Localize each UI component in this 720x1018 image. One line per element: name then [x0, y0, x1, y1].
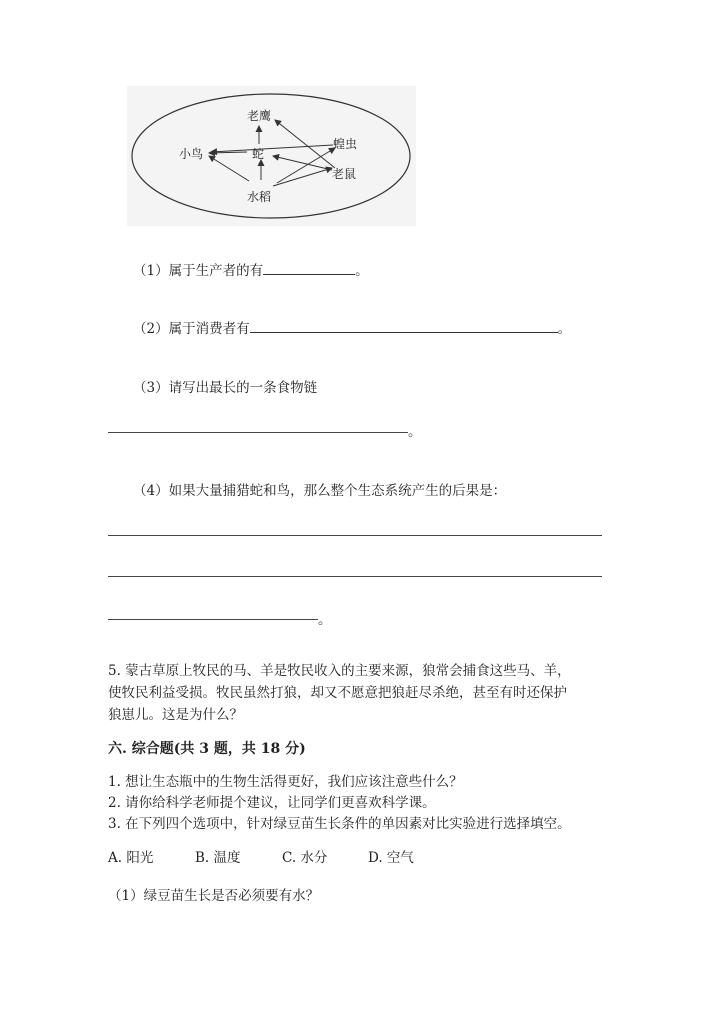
option-b: B. 温度 — [195, 850, 241, 866]
question-3-end: 。 — [408, 424, 422, 440]
question-1-blank[interactable] — [263, 260, 355, 275]
section-6-item-1: 1. 想让生态瓶中的生物生活得更好，我们应该注意些什么？ — [108, 774, 463, 790]
question-4: （4）如果大量捕猎蛇和鸟，那么整个生态系统产生的后果是： — [133, 483, 507, 499]
node-snake: 蛇 — [252, 147, 265, 161]
food-web-diagram — [127, 86, 416, 226]
arrow-mouse-eagle — [275, 120, 335, 168]
option-a: A. 阳光 — [108, 850, 154, 866]
question-4-blank-1[interactable] — [108, 535, 602, 536]
arrow-rice-locust — [277, 148, 335, 183]
question-5-line-2: 使牧民利益受损。牧民虽然打狼，却又不愿意把狼赶尽杀绝，甚至有时还保护 — [108, 685, 567, 701]
node-rice: 水稻 — [247, 190, 272, 204]
question-2-end: 。 — [557, 321, 572, 337]
section-6-title: 六. 综合题(共 3 题，共 18 分) — [108, 741, 306, 757]
option-d: D. 空气 — [368, 850, 414, 866]
question-2-blank[interactable] — [250, 318, 558, 333]
question-1-text: （1）属于生产者的有 — [133, 263, 264, 279]
food-web-svg — [127, 86, 416, 226]
question-5-line-1: 5. 蒙古草原上牧民的马、羊是牧民收入的主要来源，狼常会捕食这些马、羊， — [108, 663, 571, 679]
question-2-text: （2）属于消费者有 — [133, 321, 250, 337]
node-bird: 小鸟 — [179, 147, 204, 161]
node-eagle: 老鹰 — [247, 109, 272, 123]
node-locust: 蝗虫 — [333, 137, 358, 151]
node-mouse: 老鼠 — [332, 167, 357, 181]
question-1-end: 。 — [355, 263, 369, 279]
option-c: C. 水分 — [282, 850, 328, 866]
question-5-line-3: 狼崽儿。这是为什么？ — [108, 707, 243, 723]
question-2 — [133, 317, 571, 337]
question-4-blank-2[interactable] — [108, 576, 602, 577]
section-6-item-2: 2. 请你给科学老师提个建议，让同学们更喜欢科学课。 — [108, 795, 436, 811]
arrow-rice-mouse — [273, 168, 332, 186]
question-3-blank[interactable] — [108, 432, 408, 433]
question-4-end: 。 — [318, 612, 332, 628]
question-3: （3）请写出最长的一条食物链 — [133, 380, 318, 396]
section-6-sub-question-1: （1）绿豆苗生长是否必须要有水？ — [108, 888, 320, 904]
question-1 — [133, 259, 369, 279]
arrow-locust-bird — [211, 145, 333, 152]
section-6-item-3: 3. 在下列四个选项中，针对绿豆苗生长条件的单因素对比实验进行选择填空。 — [108, 816, 571, 832]
question-4-blank-3[interactable] — [108, 619, 318, 620]
arrow-rice-bird — [209, 156, 249, 181]
